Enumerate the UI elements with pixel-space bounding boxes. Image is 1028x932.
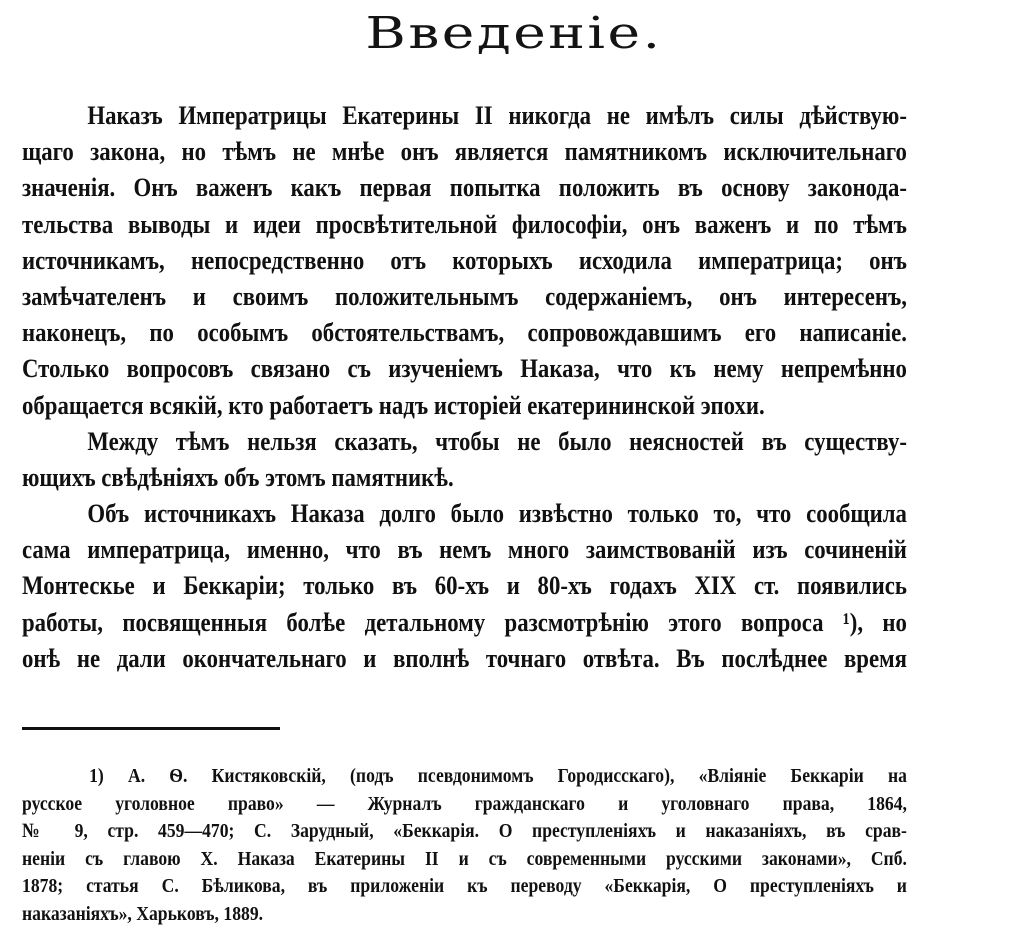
- text-line: ющихъ свѣдѣніяхъ объ этомъ памятникѣ.: [22, 461, 454, 492]
- text-line: онѣ не дали окончательнаго и вполнѣ точнаго отвѣта. Въ послѣднее время: [22, 642, 907, 673]
- footnote-line: 1) А. Ѳ. Кистяковскій, (подъ псевдонимомъ Городисскаго), «Вліяніе Беккаріи на: [89, 765, 907, 787]
- body-text: [22, 97, 907, 676]
- text-line: Между тѣмъ нельзя сказать, чтобы не было неясностей въ существу-: [87, 425, 907, 456]
- footnote-separator: [22, 727, 280, 730]
- text-line: источникамъ, непосредственно отъ которыхъ исходила императрица; онъ: [22, 244, 907, 275]
- text-line: замѣчателенъ и своимъ положительнымъ содержаніемъ, онъ интересенъ,: [22, 280, 907, 311]
- footnote: [22, 763, 907, 928]
- text-line: Монтескье и Беккаріи; только въ 60-хъ и 80-хъ годахъ XIX ст. появились: [22, 570, 907, 601]
- page-title: Введеніе.: [365, 8, 663, 59]
- text-line: Столько вопросовъ связано съ изученіемъ Наказа, что къ нему непремѣнно: [22, 353, 907, 384]
- footnote-line: русское уголовное право» — Журналъ гражданскаго и уголовнаго права, 1864,: [22, 792, 907, 815]
- text-line: наконецъ, по особымъ обстоятельствамъ, сопровождавшимъ его написаніе.: [22, 317, 907, 348]
- text-line: работы, посвященныя болѣе детальному разсмотрѣнію этого вопроса ¹), но: [22, 606, 907, 637]
- text-line: Наказъ Императрицы Екатерины II никогда не имѣлъ силы дѣйствую-: [87, 100, 907, 130]
- footnote-line: № 9, стр. 459—470; С. Зарудный, «Беккарія. О преступленіяхъ и наказаніяхъ, въ срав-: [22, 820, 907, 842]
- footnote-line: неніи съ главою X. Наказа Екатерины II и съ современными русскими законами», Спб.: [22, 847, 907, 870]
- text-line: Объ источникахъ Наказа долго было извѣстно только то, что сообщила: [87, 498, 907, 529]
- footnote-line: наказаніяхъ», Харьковъ, 1889.: [22, 902, 264, 925]
- text-line: щаго закона, но тѣмъ не мнѣе онъ является памятникомъ исключительнаго: [22, 136, 907, 167]
- text-line: значенія. Онъ важенъ какъ первая попытка положить въ основу законода-: [22, 172, 907, 203]
- text-line: тельства выводы и идеи просвѣтительной философіи, онъ важенъ и по тѣмъ: [22, 208, 907, 239]
- footnote-line: 1878; статья С. Бѣликова, въ приложеніи къ переводу «Беккарія, О преступленіяхъ и: [22, 875, 907, 897]
- text-line: сама императрица, именно, что въ немъ много заимствованій изъ сочиненій: [22, 534, 907, 565]
- text-line: обращается всякій, кто работаетъ надъ исторіей екатерининской эпохи.: [22, 389, 765, 420]
